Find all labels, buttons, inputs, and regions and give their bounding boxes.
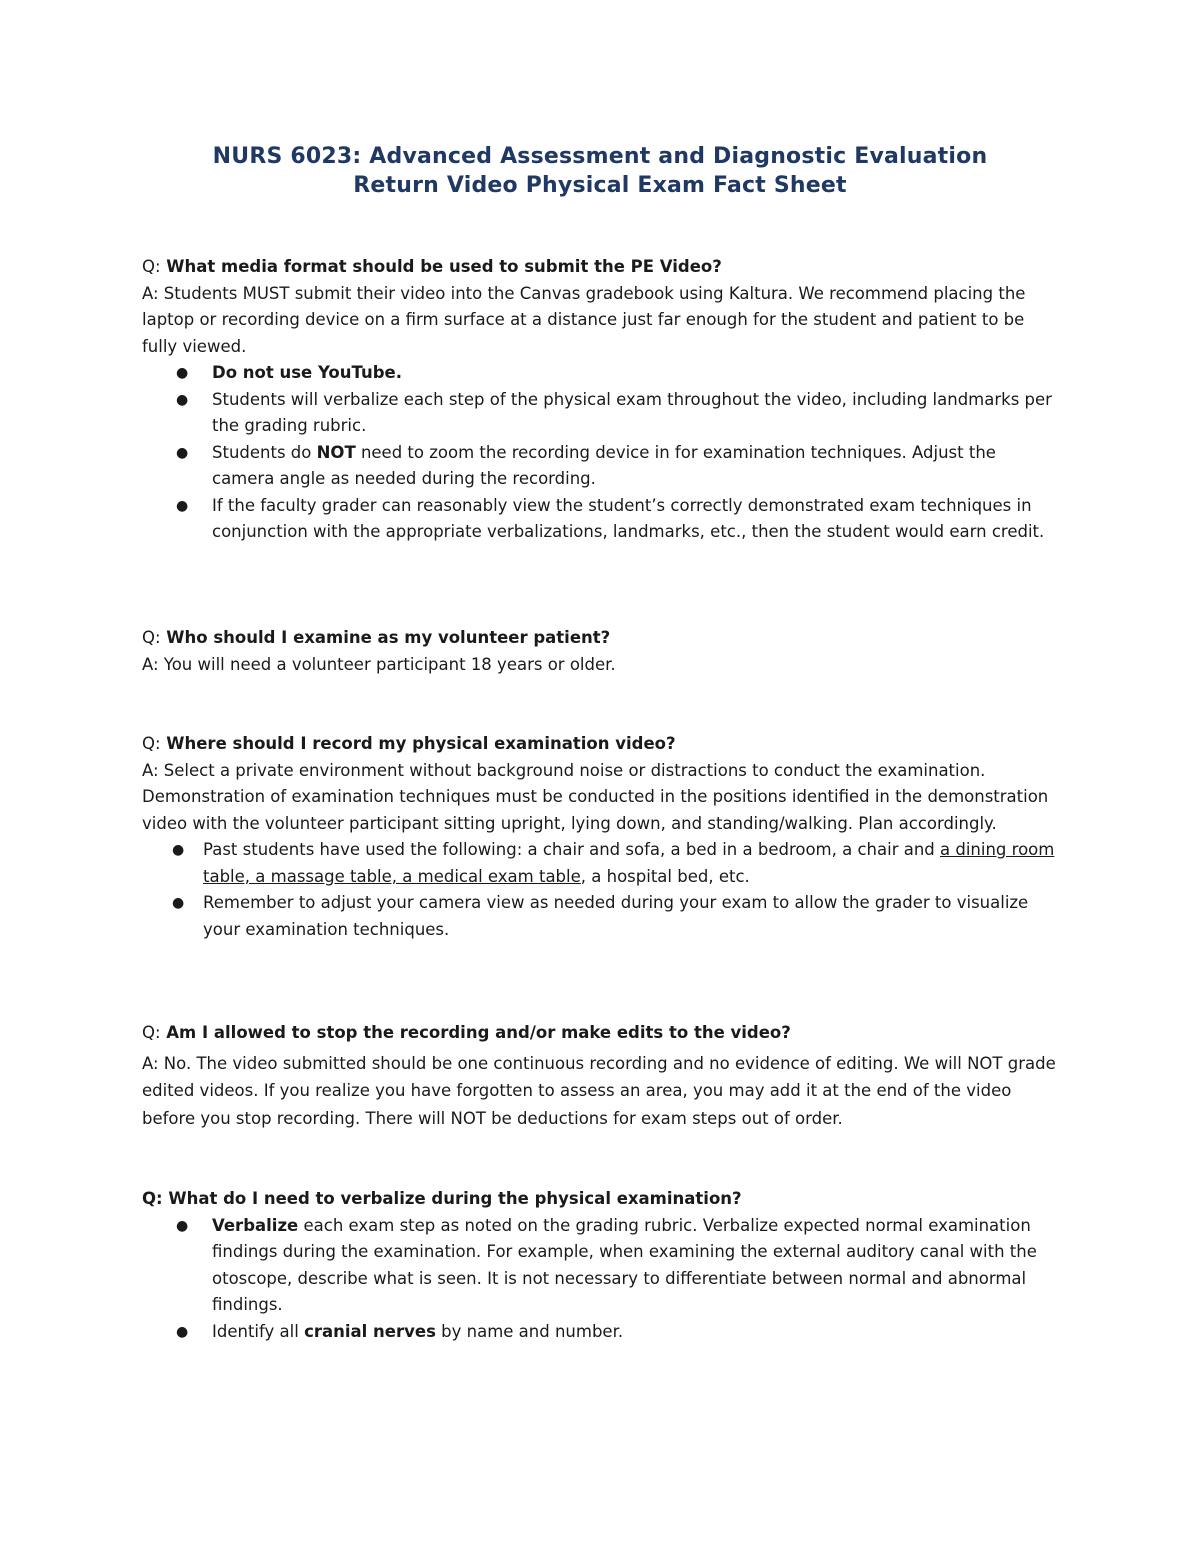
faq-verbalize <box>142 1186 1062 1345</box>
question-prefix: Q: <box>142 734 161 753</box>
answer-prefix: A: <box>142 760 159 780</box>
question-prefix: Q: <box>142 1023 161 1042</box>
bullet-icon: ● <box>176 1217 189 1234</box>
faq-editing <box>142 1020 1062 1132</box>
document-subtitle: Return Video Physical Exam Fact Sheet <box>353 173 847 198</box>
question <box>142 731 1062 758</box>
question-prefix: Q: <box>142 628 161 647</box>
list-item <box>142 890 1062 943</box>
list-item <box>142 360 1062 387</box>
answer-text: You will need a volunteer participant 18 years or older. <box>158 654 616 674</box>
answer-prefix: A: <box>142 1053 159 1073</box>
answer-text: The video submitted should be one continuous recording and no evidence of editing. We will NOT grade edited videos. If you realize you have forgotten to assess an area, you may add it at the end of the video before you stop recording. There will NOT be deductions for exam steps out of order. <box>142 1053 1056 1128</box>
question-prefix: Q: <box>142 257 161 276</box>
answer-prefix: A: <box>142 283 159 303</box>
answer <box>142 758 1062 838</box>
list-item-text: Students do <box>212 442 317 462</box>
list-item <box>142 387 1062 440</box>
list-item-text: Students will verbalize each step of the physical exam throughout the video, including landmarks per the grading rubric. <box>212 389 1052 435</box>
emphasis-text: Verbalize <box>212 1215 299 1235</box>
list-item-text: If the faculty grader can reasonably view the student’s correctly demonstrated exam techniques in conjunction with the appropriate verbalizations, landmarks, etc., then the student would earn credit. <box>212 495 1045 541</box>
answer-text: Students MUST submit their video into the Canvas gradebook using Kaltura. We recommend placing the laptop or recording device on a firm surface at a distance just far enough for the student and patient to be fully viewed. <box>142 283 1026 356</box>
list-item-text: each exam step as noted on the grading rubric. Verbalize expected normal examination findings during the examination. For example, when examining the external auditory canal with the otoscope, describe what is seen. It is not necessary to differentiate between normal and abnormal findings. <box>212 1215 1037 1314</box>
list-item <box>142 440 1062 493</box>
question-text: Am I allowed to stop the recording and/or make edits to the video? <box>160 1023 791 1042</box>
faq-media-format <box>142 254 1062 546</box>
faq-volunteer <box>142 625 1062 678</box>
underlined-text: a dining room table, a massage table, a medical exam table <box>203 840 1055 886</box>
list-item-text: , a hospital bed, etc. <box>580 866 750 886</box>
answer-prefix: A: <box>142 654 159 674</box>
list-item <box>142 1319 1062 1346</box>
faq-location <box>142 731 1062 943</box>
bullet-icon: ● <box>176 444 189 461</box>
answer <box>142 281 1062 361</box>
list-item <box>142 493 1062 546</box>
answer <box>142 1050 1062 1133</box>
question <box>142 625 1062 652</box>
list-item-text: by name and number. <box>435 1321 624 1341</box>
question <box>142 254 1062 281</box>
answer <box>142 652 1062 679</box>
emphasis-text: NOT <box>316 442 356 462</box>
list-item-text: Identify all <box>212 1321 305 1341</box>
list-item-text: need to zoom the recording device in for examination techniques. Adjust the camera angle as needed during the recording. <box>212 442 996 488</box>
bullet-list <box>142 837 1062 943</box>
bullet-icon: ● <box>172 895 185 911</box>
question-text: What media format should be used to submit the PE Video? <box>160 257 722 276</box>
answer-emphasis: No. <box>158 1053 192 1073</box>
question <box>142 1186 1062 1213</box>
bullet-icon: ● <box>172 842 185 858</box>
list-item-text: Do not use YouTube. <box>212 363 402 382</box>
question-text: Where should I record my physical examination video? <box>160 734 676 753</box>
bullet-list <box>142 1213 1062 1346</box>
document-title: NURS 6023: Advanced Assessment and Diagnostic Evaluation <box>212 144 988 169</box>
answer-text: Select a private environment without background noise or distractions to conduct the examination. Demonstration of examination techniques must be conducted in the positions identified in the demonstration video with the volunteer participant sitting upright, lying down, and standing/walking. Plan accordingly. <box>142 760 1049 833</box>
list-item <box>142 837 1062 890</box>
question-text: Who should I examine as my volunteer patient? <box>160 628 611 647</box>
bullet-icon: ● <box>176 391 189 408</box>
list-item-text: Past students have used the following: a chair and sofa, a bed in a bedroom, a chair and <box>203 840 941 859</box>
question <box>142 1020 1062 1047</box>
bullet-list <box>142 360 1062 546</box>
question-prefix: Q: <box>142 1189 163 1208</box>
bullet-icon: ● <box>176 497 189 514</box>
bullet-icon: ● <box>176 365 189 381</box>
bullet-icon: ● <box>176 1323 189 1340</box>
emphasis-text: cranial nerves <box>304 1321 436 1341</box>
list-item <box>142 1213 1062 1319</box>
list-item-text: Remember to adjust your camera view as needed during your exam to allow the grader to visualize your examination techniques. <box>203 893 1029 939</box>
question-text: What do I need to verbalize during the physical examination? <box>162 1189 742 1208</box>
